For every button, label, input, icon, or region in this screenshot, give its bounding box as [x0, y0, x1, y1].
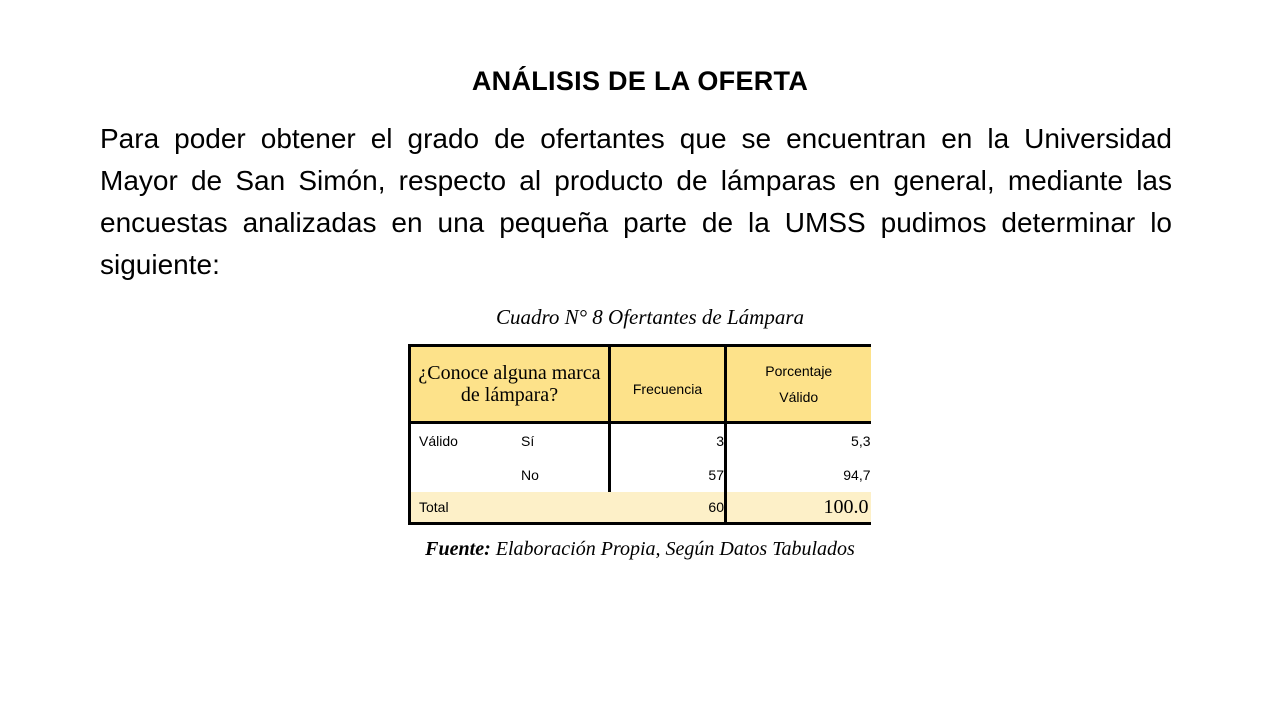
- table-total-row: [410, 492, 871, 524]
- total-label: Total: [410, 492, 610, 524]
- table-row: [410, 458, 871, 492]
- total-frequency: 60: [610, 492, 726, 524]
- source-label: Fuente:: [425, 538, 491, 560]
- row-frequency: 3: [716, 433, 724, 449]
- intro-paragraph: Para poder obtener el grado de ofertantes que se encuentran en la Universidad Mayor de San Simón, respecto al producto de lámparas en general, mediante las encuestas analizadas en una pequeña parte de la UMSS pudimos determinar lo siguiente:: [100, 123, 1172, 280]
- row-label-cell: [410, 423, 610, 459]
- row-label: Válido: [419, 433, 458, 449]
- source-text: Elaboración Propia, Según Datos Tabulados: [495, 538, 855, 560]
- offer-table: [408, 344, 871, 525]
- slide-title: ANÁLISIS DE LA OFERTA: [471, 66, 809, 96]
- header-percent-line1: Porcentaje: [765, 363, 833, 379]
- table-row: [410, 423, 871, 459]
- source-note: [0, 538, 1280, 561]
- row-percent: 5,3: [726, 423, 871, 459]
- header-percent-line2: Válido: [779, 389, 819, 405]
- header-question: ¿Conoce alguna marca de lámpara?: [410, 346, 610, 423]
- table-caption-text: Cuadro N° 8 Ofertantes de Lámpara: [495, 305, 805, 329]
- table-header-row: [410, 346, 871, 423]
- row-frequency: 57: [708, 467, 724, 483]
- header-percent: [726, 346, 871, 423]
- row-percent: 94,7: [726, 458, 871, 492]
- header-frequency: Frecuencia: [610, 346, 726, 423]
- row-option: Sí: [521, 433, 535, 449]
- row-option: No: [521, 467, 539, 483]
- table-caption: [0, 305, 1280, 330]
- total-percent: 100.0: [726, 492, 871, 524]
- row-label-cell: [410, 458, 610, 492]
